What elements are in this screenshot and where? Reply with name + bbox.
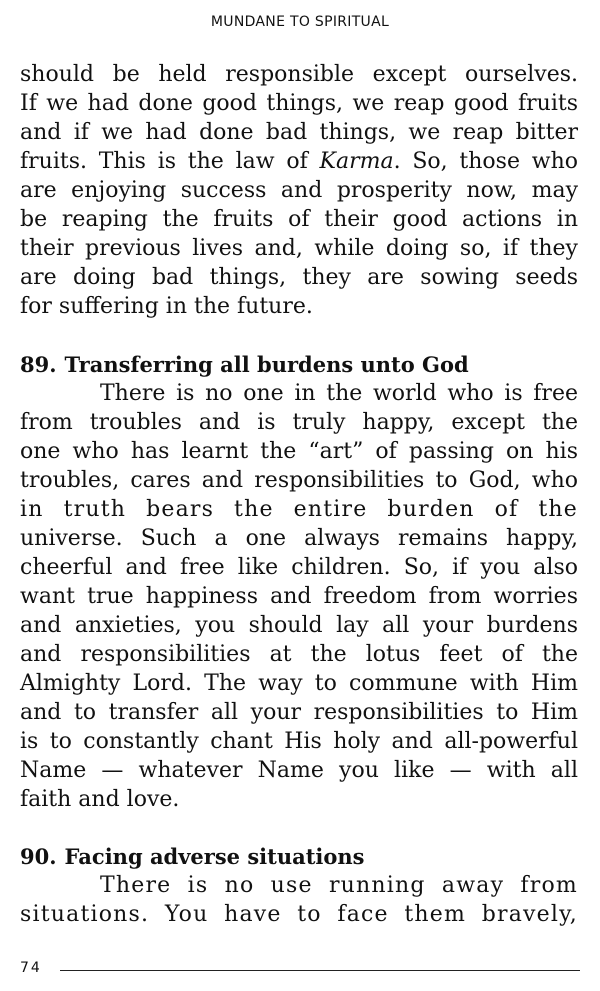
text-line: faith and love. bbox=[20, 787, 180, 812]
text-line: Name — whatever Name you like — with all bbox=[20, 758, 578, 783]
section-90-body bbox=[20, 871, 578, 929]
text-line: their previous lives and, while doing so, if they bbox=[20, 236, 578, 261]
page-number: 74 bbox=[20, 960, 42, 976]
running-head: MUNDANE TO SPIRITUAL bbox=[210, 14, 390, 30]
text-line: fruits. This is the law of Karma. So, those who bbox=[20, 149, 579, 174]
text-line: There is no use running away from bbox=[100, 873, 578, 898]
text-line: and to transfer all your responsibilities to Him bbox=[20, 700, 578, 725]
text-line: for suffering in the future. bbox=[20, 294, 313, 319]
text-line: and responsibilities at the lotus feet of the bbox=[20, 642, 578, 667]
text-line: and if we had done bad things, we reap bitter bbox=[20, 120, 578, 145]
text-line: from troubles and is truly happy, except the bbox=[20, 410, 578, 435]
text-line: is to constantly chant His holy and all-powerful bbox=[20, 729, 578, 754]
text-line: want true happiness and freedom from worries bbox=[20, 584, 578, 609]
section-89-heading bbox=[20, 350, 580, 379]
footer-rule bbox=[60, 970, 580, 971]
section-number: 89. bbox=[20, 352, 57, 377]
section-title: Transferring all burdens unto God bbox=[64, 352, 469, 377]
text-line: cheerful and free like children. So, if you also bbox=[20, 555, 578, 580]
section-number: 90. bbox=[20, 844, 57, 869]
text-line: If we had done good things, we reap good fruits bbox=[20, 91, 578, 116]
text-line: troubles, cares and responsibilities to God, who bbox=[20, 468, 578, 493]
text-line: one who has learnt the “art” of passing on his bbox=[20, 439, 578, 464]
text-line: should be held responsible except ourselves. bbox=[20, 62, 578, 87]
text-line: be reaping the fruits of their good actions in bbox=[20, 207, 578, 232]
text-line: Almighty Lord. The way to commune with Him bbox=[20, 671, 578, 696]
text-line: universe. Such a one always remains happy, bbox=[20, 526, 578, 551]
section-title: Facing adverse situations bbox=[64, 844, 365, 869]
text-line: There is no one in the world who is free bbox=[100, 381, 578, 406]
text-line: are enjoying success and prosperity now, may bbox=[20, 178, 578, 203]
section-89-body bbox=[20, 379, 578, 814]
text-line: and anxieties, you should lay all your burdens bbox=[20, 613, 578, 638]
section-90-heading bbox=[20, 842, 580, 871]
paragraph-continued bbox=[20, 60, 578, 321]
text-line: are doing bad things, they are sowing seeds bbox=[20, 265, 578, 290]
text-line: situations. You have to face them bravely, bbox=[20, 902, 578, 927]
text-line: in truth bears the entire burden of the bbox=[20, 497, 578, 522]
